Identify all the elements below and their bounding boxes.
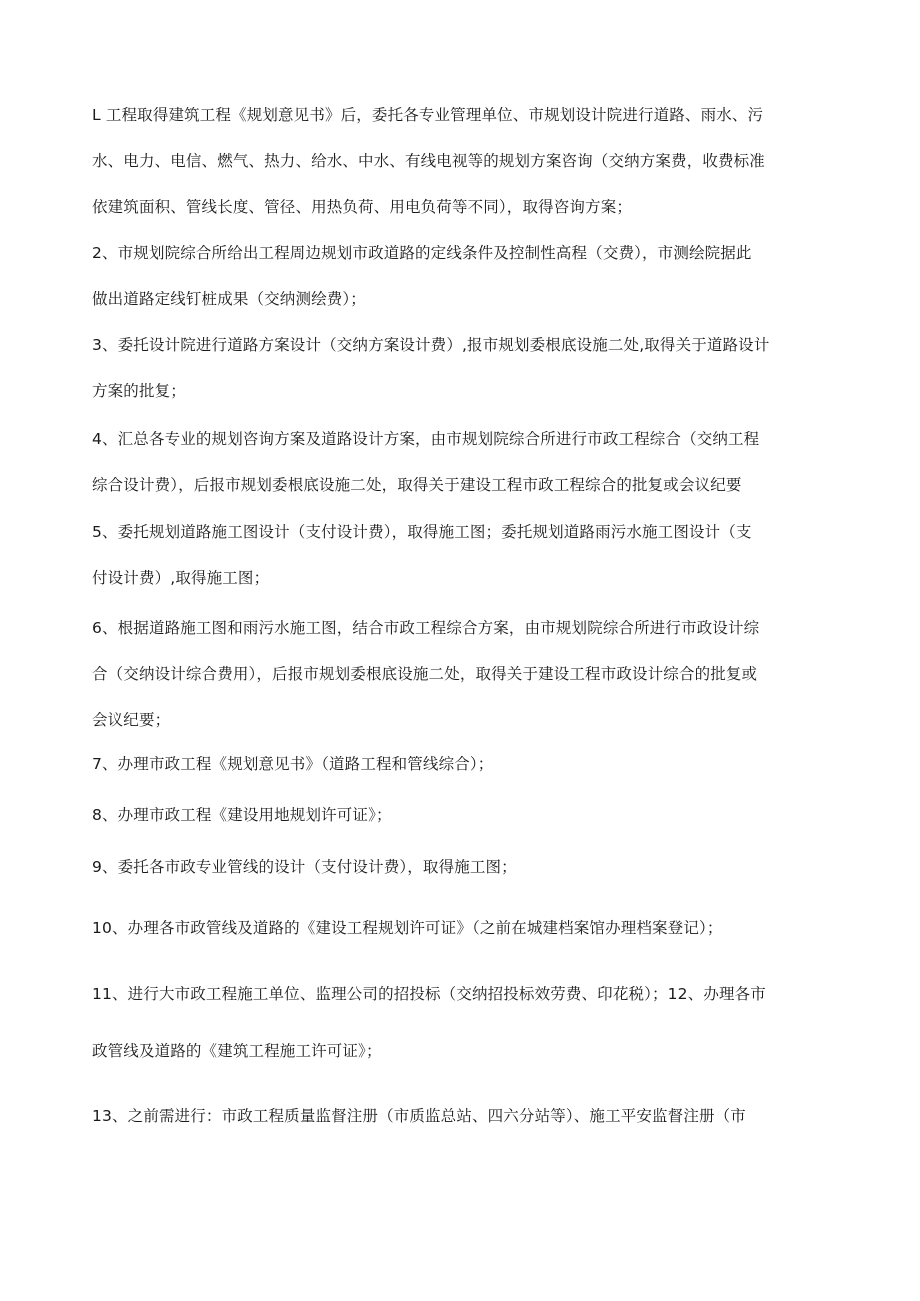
paragraph-5 <box>92 509 832 601</box>
paragraph-12 <box>92 1028 832 1074</box>
paragraph-3 <box>92 322 832 414</box>
text-line: 会议纪要； <box>92 711 171 729</box>
text-line: 付设计费）,取得施工图； <box>92 569 270 587</box>
text-line: 2、市规划院综合所给出工程周边规划市政道路的定线条件及控制性高程（交费），市测绘院据此 <box>92 244 752 262</box>
text-line: 水、电力、电信、燃气、热力、给水、中水、有线电视等的规划方案咨询（交纳方案费，收费标准 <box>92 152 765 170</box>
text-line: 7、办理市政工程《规划意见书》（道路工程和管线综合）； <box>92 755 494 773</box>
paragraph-2 <box>92 230 832 322</box>
text-line: 合（交纳设计综合费用），后报市规划委根底设施二处，取得关于建设工程市政设计综合的批复或 <box>92 665 758 683</box>
text-line: 6、根据道路施工图和雨污水施工图，结合市政工程综合方案，由市规划院综合所进行市政设计综 <box>92 619 760 637</box>
text-line: 方案的批复； <box>92 382 186 400</box>
paragraph-7 <box>92 741 832 787</box>
paragraph-9 <box>92 844 832 890</box>
paragraph-11 <box>92 971 832 1017</box>
text-line: 9、委托各市政专业管线的设计（支付设计费），取得施工图； <box>92 858 517 876</box>
text-line: 8、办理市政工程《建设用地规划许可证》； <box>92 806 392 824</box>
paragraph-6 <box>92 605 832 743</box>
paragraph-4 <box>92 416 832 508</box>
text-line: 依建筑面积、管线长度、管径、用热负荷、用电负荷等不同），取得咨询方案； <box>92 198 633 216</box>
text-line: 综合设计费），后报市规划委根底设施二处，取得关于建设工程市政工程综合的批复或会议纪要 <box>92 476 742 494</box>
text-line: 4、汇总各专业的规划咨询方案及道路设计方案，由市规划院综合所进行市政工程综合（交纳工程 <box>92 430 760 448</box>
paragraph-10 <box>92 905 832 951</box>
text-line: 10、办理各市政管线及道路的《建设工程规划许可证》（之前在城建档案馆办理档案登记）； <box>92 919 723 937</box>
text-line: 3、委托设计院进行道路方案设计（交纳方案设计费）,报市规划委根底设施二处,取得关于道路设计 <box>92 336 770 354</box>
text-line: 政管线及道路的《建筑工程施工许可证》； <box>92 1042 382 1060</box>
paragraph-1 <box>92 92 832 230</box>
paragraph-13 <box>92 1093 832 1139</box>
text-line: L 工程取得建筑工程《规划意见书》后，委托各专业管理单位、市规划设计院进行道路、雨水、污 <box>92 106 764 124</box>
paragraph-8 <box>92 792 832 838</box>
text-line: 13、之前需进行：市政工程质量监督注册（市质监总站、四六分站等）、施工平安监督注册（市 <box>92 1107 746 1125</box>
text-line: 做出道路定线钉桩成果（交纳测绘费）； <box>92 290 366 308</box>
text-line: 11、进行大市政工程施工单位、监理公司的招投标（交纳招投标效劳费、印花税）；12、办理各市 <box>92 985 766 1003</box>
text-line: 5、委托规划道路施工图设计（支付设计费），取得施工图；委托规划道路雨污水施工图设计（支 <box>92 523 752 541</box>
